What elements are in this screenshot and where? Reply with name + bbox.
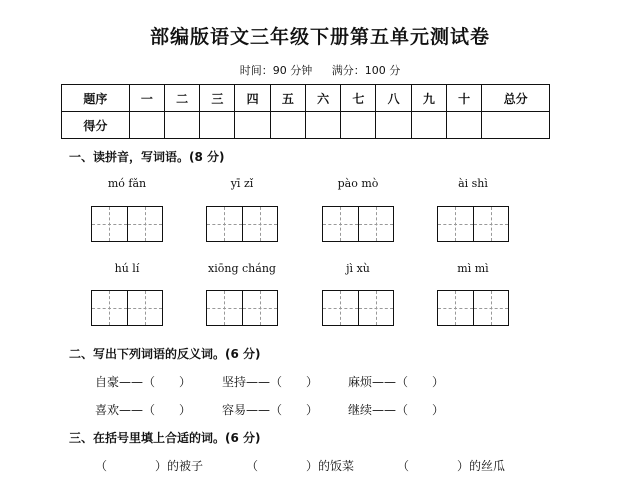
pinyin-label: yī zǐ <box>230 177 254 190</box>
pinyin-label: xiōng cháng <box>208 262 276 275</box>
score-table-cell: 总分 <box>482 85 550 112</box>
score-input-cell[interactable] <box>270 112 305 139</box>
score-input-cell[interactable] <box>305 112 340 139</box>
writing-grid[interactable] <box>206 290 278 326</box>
pinyin-label: mì mì <box>457 262 489 275</box>
exam-time: 时间：90 分钟 <box>239 64 313 77</box>
fill-blank-item[interactable]: （ ）的丝瓜 <box>397 459 506 473</box>
antonym-item[interactable]: 喜欢——（ ） <box>95 403 192 417</box>
pinyin-label: jì xù <box>346 262 370 275</box>
section-1-title: 一、读拼音，写词语。(8 分) <box>69 150 225 164</box>
writing-grid[interactable] <box>91 206 163 242</box>
writing-grid[interactable] <box>91 290 163 326</box>
antonym-item[interactable]: 坚持——（ ） <box>222 375 319 389</box>
fill-blank-item[interactable]: （ ）的被子 <box>95 459 204 473</box>
section-3-title: 三、在括号里填上合适的词。(6 分) <box>69 431 261 445</box>
writing-grid[interactable] <box>437 206 509 242</box>
score-input-cell[interactable] <box>482 112 550 139</box>
score-input-cell[interactable] <box>235 112 270 139</box>
pinyin-label: pào mò <box>337 177 379 190</box>
pinyin-label: ài shì <box>458 177 488 190</box>
score-table-cell: 二 <box>164 85 199 112</box>
score-table-score-row <box>62 112 550 139</box>
antonym-item[interactable]: 麻烦——（ ） <box>348 375 445 389</box>
score-table-cell: 题序 <box>62 85 130 112</box>
writing-grid[interactable] <box>322 290 394 326</box>
antonym-item[interactable]: 继续——（ ） <box>348 403 445 417</box>
pinyin-label: hú lí <box>114 262 140 275</box>
score-table-header-row <box>62 85 550 112</box>
score-input-cell[interactable] <box>341 112 376 139</box>
section-2-title: 二、写出下列词语的反义词。(6 分) <box>69 347 261 361</box>
writing-grid[interactable] <box>437 290 509 326</box>
fill-blank-item[interactable]: （ ）的饭菜 <box>246 459 355 473</box>
writing-grid[interactable] <box>322 206 394 242</box>
writing-grid[interactable] <box>206 206 278 242</box>
score-table-cell: 四 <box>235 85 270 112</box>
exam-info <box>0 62 640 78</box>
antonym-item[interactable]: 自豪——（ ） <box>95 375 192 389</box>
score-table-cell: 九 <box>411 85 446 112</box>
score-input-cell[interactable] <box>200 112 235 139</box>
score-table <box>61 84 550 139</box>
score-table-cell: 八 <box>376 85 411 112</box>
score-input-cell[interactable] <box>446 112 481 139</box>
score-table-cell: 十 <box>446 85 481 112</box>
score-input-cell[interactable] <box>411 112 446 139</box>
page-title: 部编版语文三年级下册第五单元测试卷 <box>149 26 490 48</box>
antonym-item[interactable]: 容易——（ ） <box>222 403 319 417</box>
score-input-cell[interactable] <box>164 112 199 139</box>
pinyin-label: mó fǎn <box>107 177 147 190</box>
score-table-cell: 七 <box>341 85 376 112</box>
exam-full-score: 满分：100 分 <box>331 64 401 77</box>
score-input-cell[interactable] <box>376 112 411 139</box>
score-row-label: 得分 <box>62 112 130 139</box>
score-table-cell: 一 <box>129 85 164 112</box>
score-table-cell: 六 <box>305 85 340 112</box>
score-table-cell: 三 <box>200 85 235 112</box>
score-input-cell[interactable] <box>129 112 164 139</box>
score-table-cell: 五 <box>270 85 305 112</box>
